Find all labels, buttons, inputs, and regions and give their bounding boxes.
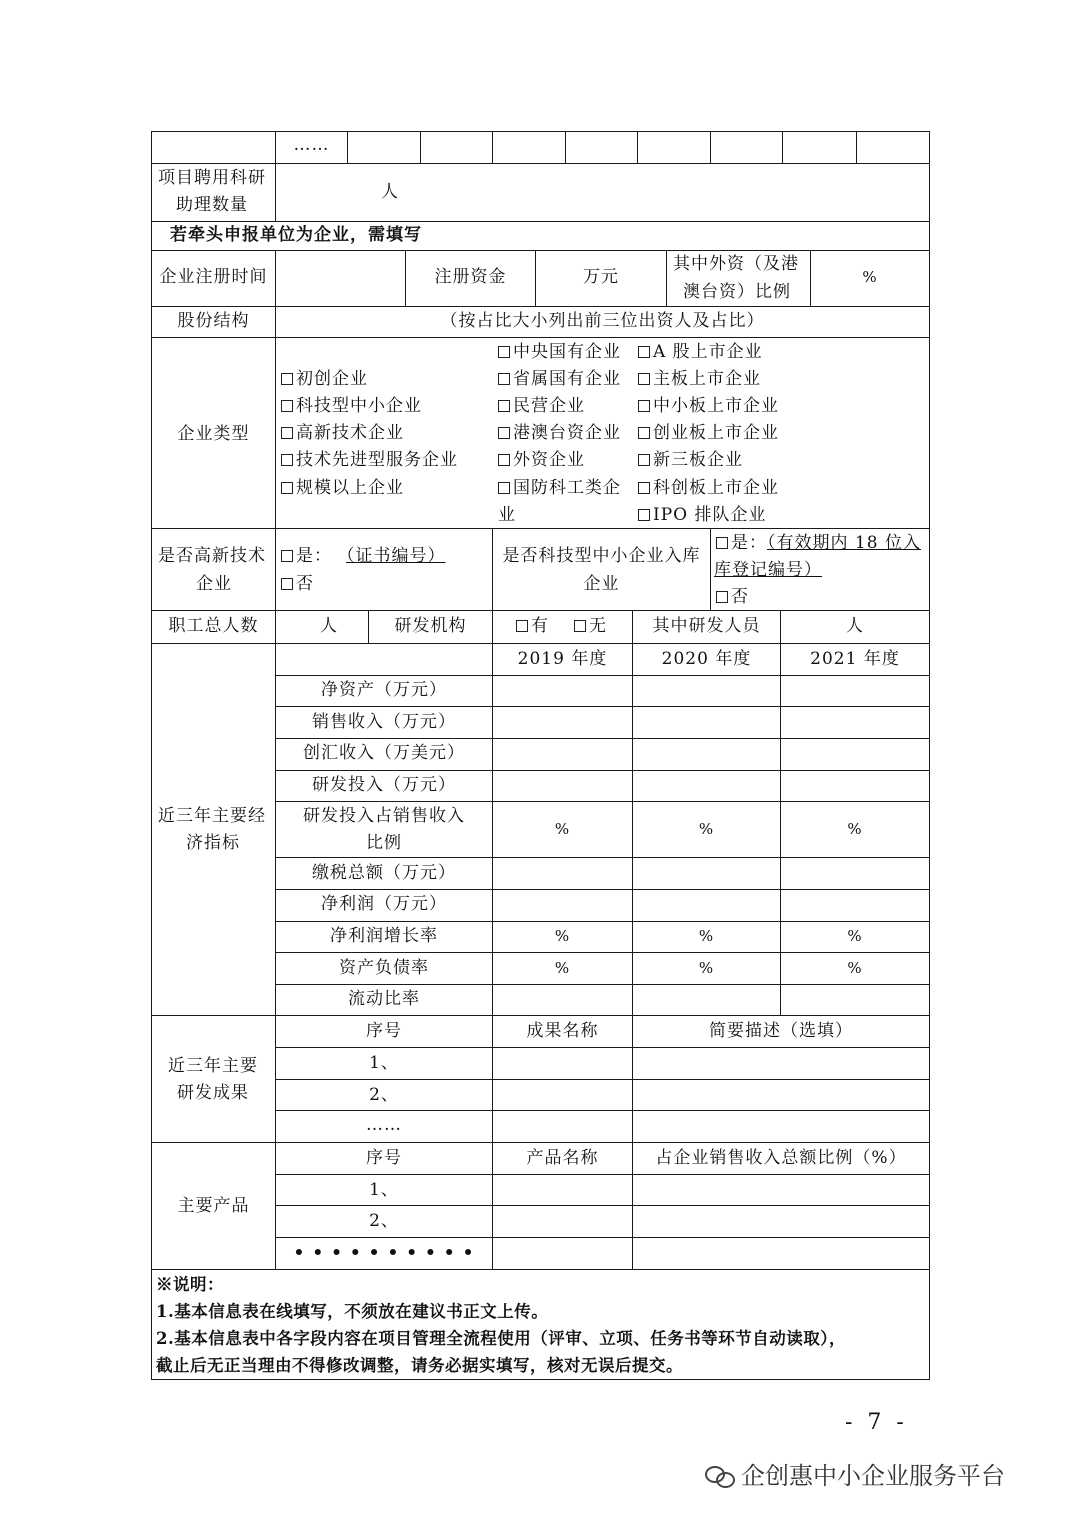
sme-no-option[interactable]: 否 [716,584,749,611]
checkbox-icon [498,373,510,385]
hightech-no-option[interactable]: 否 [281,571,314,598]
products-header-ratio: 占企业销售收入总额比例（%） [655,1148,907,1168]
reg-capital-unit: 万元 [583,267,619,287]
hightech-label-2: 企业 [196,574,232,594]
assistants-label-1: 项目聘用科研 [158,168,266,188]
sme-yes-option[interactable]: 是：（有效期内 18 位入 [716,530,921,557]
econ-row-name: 销售收入（万元） [312,712,456,732]
economics-label-1: 近三年主要经 [158,806,266,826]
achievement-row-no: …… [366,1115,402,1135]
checkbox-option[interactable]: 初创企业 [281,366,368,393]
checkbox-icon [498,400,510,412]
econ-row-name: 创汇收入（万美元） [303,743,465,763]
notes-title: ※说明： [156,1275,224,1294]
foreign-ratio-label-1: 其中外资（及港 [673,254,799,274]
checkbox-icon [281,427,293,439]
checkbox-icon [716,537,728,549]
pct-cell: % [847,927,863,945]
achievements-label-2: 研发成果 [177,1083,249,1103]
economics-label-2: 济指标 [186,833,240,853]
econ-row-name: 资产负债率 [339,958,429,978]
achievements-header-desc: 简要描述（选填） [709,1021,853,1041]
checkbox-option[interactable]: 高新技术企业 [281,420,404,447]
checkbox-icon [281,578,293,590]
equity-label: 股份结构 [177,311,250,331]
notes-line-1: 1.基本信息表在线填写，不须放在建议书正文上传。 [156,1302,549,1321]
row0-ellipsis: …… [293,135,330,155]
checkbox-option[interactable]: 技术先进型服务企业 [281,447,458,474]
product-row-no: • • • • • • • • • • [293,1243,475,1263]
checkbox-option[interactable]: 规模以上企业 [281,475,404,502]
achievement-row-no: 2、 [369,1085,399,1105]
econ-row-name: 流动比率 [348,989,420,1009]
products-header-no: 序号 [366,1148,402,1168]
product-row-no: 1、 [369,1180,399,1200]
achievements-header-no: 序号 [366,1021,402,1041]
enterprise-section-title: 若牵头申报单位为企业，需填写 [170,225,422,245]
rnd-staff-unit: 人 [846,616,864,636]
checkbox-option[interactable]: 中央国有企业 [498,339,621,366]
checkbox-icon [498,346,510,358]
sme-label-1: 是否科技型中小企业入库 [502,546,701,566]
checkbox-option[interactable]: 中小板上市企业 [638,393,779,420]
hightech-label-1: 是否高新技术 [158,546,266,566]
rnd-org-has[interactable]: 有 [516,613,549,640]
year-2020: 2020 年度 [661,649,752,669]
checkbox-icon [638,346,650,358]
year-2021: 2021 年度 [810,649,900,669]
page-number: - 7 - [845,1410,908,1435]
products-header-name: 产品名称 [526,1148,599,1168]
checkbox-icon [638,482,650,494]
econ-row-name: 研发投入（万元） [312,775,456,795]
rnd-staff-label: 其中研发人员 [652,616,761,636]
rnd-org-label: 研发机构 [394,616,467,636]
products-label: 主要产品 [177,1196,250,1216]
econ-row-name: 净利润（万元） [321,894,447,914]
checkbox-option[interactable]: 科技型中小企业 [281,393,422,420]
sme-label-2: 企业 [583,574,620,594]
checkbox-icon [281,454,293,466]
checkbox-icon [498,427,510,439]
checkbox-icon [516,620,528,632]
wechat-icon [705,1464,735,1486]
enterprise-type-label: 企业类型 [177,424,250,444]
pct-cell: % [554,959,571,977]
checkbox-icon [638,427,650,439]
checkbox-icon [638,400,650,412]
pct-cell: % [847,959,863,977]
achievements-header-name: 成果名称 [526,1021,599,1041]
assistants-unit: 人 [381,182,399,202]
foreign-ratio-label-2: 澳台资）比例 [683,282,791,302]
pct-cell: % [847,820,863,838]
sme-reg-field-2[interactable]: 库登记编号） [714,560,822,580]
checkbox-option[interactable]: A 股上市企业 [638,339,763,366]
rnd-org-none[interactable]: 无 [574,613,607,640]
checkbox-option[interactable]: 外资企业 [498,447,585,474]
checkbox-option[interactable]: IPO 排队企业 [638,502,767,529]
hightech-yes-option[interactable]: 是： （证书编号） [281,543,446,570]
econ-row-name-2: 比例 [366,833,402,853]
checkbox-option[interactable]: 新三板企业 [638,447,743,474]
econ-row-name: 净资产（万元） [321,680,447,700]
checkbox-icon [498,454,510,466]
checkbox-option[interactable]: 民营企业 [498,393,585,420]
equity-hint: （按占比大小列出前三位出资人及占比） [440,311,765,331]
sme-reg-field-1[interactable]: （有效期内 18 位入 [767,533,921,553]
checkbox-icon [498,482,510,494]
checkbox-option[interactable]: 科创板上市企业 [638,475,779,502]
checkbox-option[interactable]: 国防科工类企 [498,475,621,502]
pct-cell: % [698,820,715,838]
checkbox-icon [638,373,650,385]
pct-cell: % [698,927,715,945]
checkbox-icon [638,509,650,521]
year-2019: 2019 年度 [517,649,608,669]
checkbox-icon [281,373,293,385]
foreign-ratio-percent: % [862,268,878,286]
checkbox-icon [574,620,586,632]
checkbox-option[interactable]: 创业板上市企业 [638,420,779,447]
staff-total-label: 职工总人数 [168,616,259,636]
pct-cell: % [554,820,571,838]
econ-row-name: 缴税总额（万元） [312,863,456,883]
econ-row-name: 研发投入占销售收入 [303,806,465,826]
checkbox-option[interactable]: 省属国有企业 [498,366,621,393]
notes-line-3: 截止后无正当理由不得修改调整，请务必据实填写，核对无误后提交。 [156,1356,683,1375]
checkbox-option[interactable]: 港澳台资企业 [498,420,621,447]
product-row-no: 2、 [369,1211,399,1231]
achievements-label-1: 近三年主要 [168,1056,258,1076]
watermark-text: 企创惠中小企业服务平台 [741,1462,1005,1490]
achievement-row-no: 1、 [369,1053,399,1073]
pct-cell: % [698,959,715,977]
checkbox-icon [281,400,293,412]
assistants-label-2: 助理数量 [176,195,248,215]
checkbox-icon [716,591,728,603]
checkbox-option-wrap: 业 [498,505,516,525]
checkbox-icon [638,454,650,466]
econ-row-name: 净利润增长率 [330,926,438,946]
notes-line-2: 2.基本信息表中各字段内容在项目管理全流程使用（评审、立项、任务书等环节自动读取）， [156,1329,846,1348]
checkbox-icon [281,550,293,562]
reg-time-label: 企业注册时间 [159,267,268,287]
staff-total-unit: 人 [320,616,338,636]
checkbox-icon [281,482,293,494]
cert-number-field[interactable]: （证书编号） [346,546,446,566]
checkbox-option[interactable]: 主板上市企业 [638,366,761,393]
watermark [705,1456,1005,1491]
reg-capital-label: 注册资金 [434,267,507,287]
pct-cell: % [554,927,571,945]
